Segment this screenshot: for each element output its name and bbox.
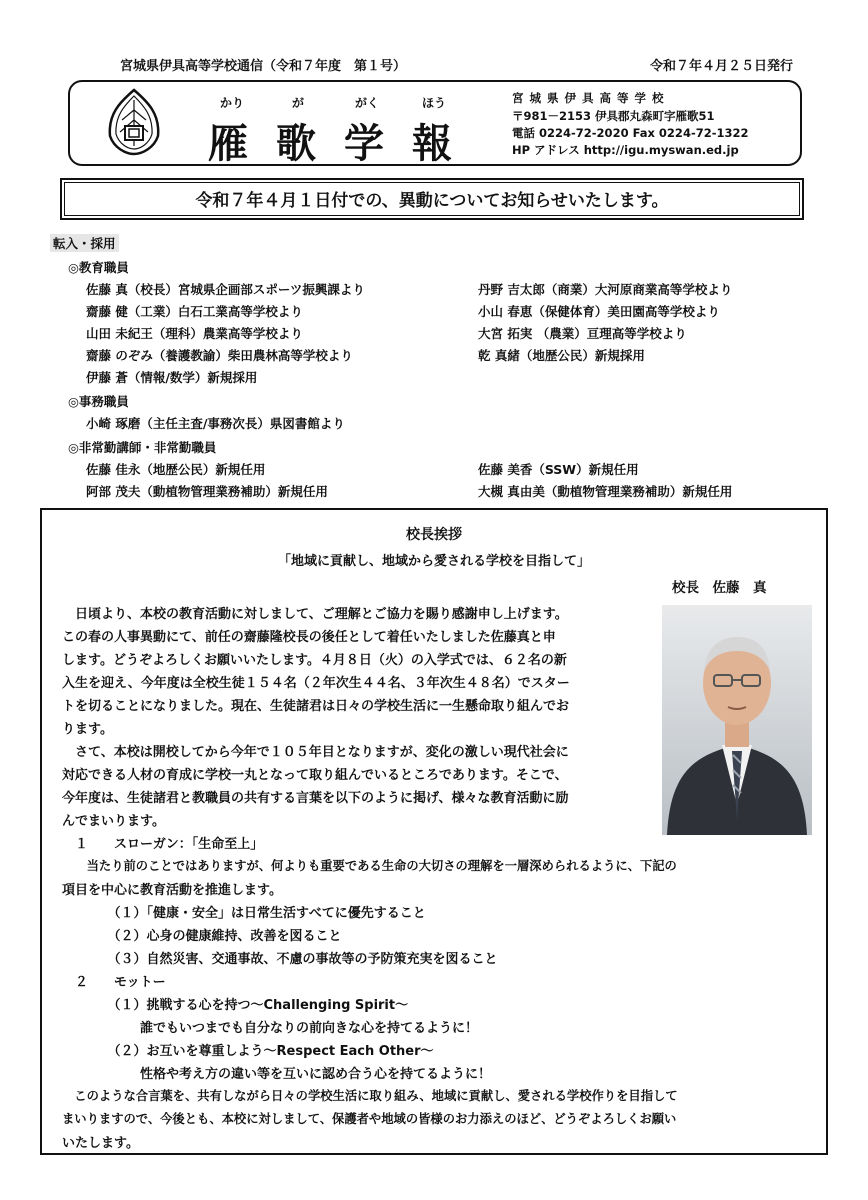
title-char-2: 歌 bbox=[276, 120, 316, 167]
school-phone: 電話 0224-72-2020 Fax 0224-72-1322 bbox=[512, 126, 749, 140]
message-line: 今年度は、生徒諸君と教職員の共有する言葉を以下のように掲げ、様々な教育活動に励 bbox=[62, 791, 569, 806]
principal-photo bbox=[662, 605, 812, 835]
message-line: 対応できる人材の育成に学校一丸となって取り組んでいるところであります。そこで、 bbox=[62, 768, 568, 783]
message-line: ります。 bbox=[62, 722, 113, 737]
staff-entry: 乾 真緒（地歴公民）新規採用 bbox=[478, 348, 645, 363]
school-address: 〒981－2153 伊具郡丸森町字雁歌51 bbox=[512, 109, 715, 123]
title-char-1: 雁 bbox=[208, 120, 248, 167]
slogan-item: （２）心身の健康維持、改善を図ること bbox=[62, 929, 342, 944]
staff-entry: 小崎 琢磨（主任主査/事務次長）県図書館より bbox=[86, 416, 345, 431]
message-line: 項目を中心に教育活動を推進します。 bbox=[62, 883, 282, 898]
school-name: 宮 城 県 伊 具 高 等 学 校 bbox=[512, 91, 665, 105]
message-line: いたします。 bbox=[62, 1136, 139, 1151]
message-line: 日頃より、本校の教育活動に対しまして、ご理解とご協力を賜り感謝申し上げます。 bbox=[62, 607, 568, 622]
message-line: この春の人事異動にて、前任の齋藤隆校長の後任として着任いたしました佐藤真と申 bbox=[62, 630, 556, 645]
staff-entry: 佐藤 佳永（地歴公民）新規任用 bbox=[86, 462, 266, 477]
message-line: このような合言葉を、共有しながら日々の学校生活に取り組み、地域に貢献し、愛される学校作りを目指して bbox=[62, 1089, 678, 1103]
message-heading: 校長挨拶 bbox=[406, 527, 462, 543]
staff-entry: 齋藤 健（工業）白石工業高等学校より bbox=[86, 304, 303, 319]
message-line: トを切ることになりました。現在、生徒諸君は日々の学校生活に一生懸命取り組んでお bbox=[62, 699, 570, 714]
motto-item: （１）挑戦する心を持つ～Challenging Spirit～ bbox=[62, 998, 409, 1013]
principal-signature: 校長 佐藤 真 bbox=[672, 580, 767, 596]
staff-entry: 佐藤 美香（SSW）新規任用 bbox=[478, 462, 639, 477]
staff-entry: 小山 春恵（保健体育）美田園高等学校より bbox=[478, 304, 720, 319]
message-line: さて、本校は開校してから今年で１０５年目となりますが、変化の激しい現代社会に bbox=[62, 745, 569, 760]
title-char-4: 報 bbox=[412, 120, 452, 167]
title-char-3: 学 bbox=[344, 120, 384, 167]
school-crest-icon bbox=[100, 88, 168, 156]
staff-entry: 阿部 茂夫（動植物管理業務補助）新規任用 bbox=[86, 484, 328, 499]
staff-entry: 山田 未紀王（理科）農業高等学校より bbox=[86, 326, 303, 341]
notice-headline: 令和７年４月１日付での、異動についてお知らせいたします。 bbox=[195, 191, 669, 211]
slogan-heading: １ スローガン：「生命至上」 bbox=[62, 837, 264, 852]
title-ruby-1: かり bbox=[220, 96, 245, 110]
message-line: 当たり前のことではありますが、何よりも重要である生命の大切さの理解を一層深められるように、下記の bbox=[62, 859, 677, 873]
staff-entry: 大宮 拓実 （農業）亘理高等学校より bbox=[478, 326, 687, 341]
message-line: します。どうぞよろしくお願いいたします。４月８日（火）の入学式では、６２名の新 bbox=[62, 653, 567, 668]
motto-description: 性格や考え方の違い等を互いに認め合う心を持てるように！ bbox=[62, 1067, 492, 1082]
message-line: んでまいります。 bbox=[62, 814, 165, 829]
staff-entry: 佐藤 真（校長）宮城県企画部スポーツ振興課より bbox=[86, 282, 365, 297]
publication-name: 宮城県伊具高等学校通信（令和７年度 第１号） bbox=[120, 59, 407, 74]
staff-entry: 大槻 真由美（動植物管理業務補助）新規任用 bbox=[478, 484, 733, 499]
group-heading-office: ◎事務職員 bbox=[68, 394, 129, 409]
message-subtitle: 「地域に貢献し、地域から愛される学校を目指して」 bbox=[277, 554, 590, 569]
message-line: 入生を迎え、今年度は全校生徒１５４名（２年次生４４名、３年次生４８名）でスター bbox=[62, 676, 570, 691]
section-label: 転入・採用 bbox=[50, 234, 119, 252]
slogan-item: （３）自然災害、交通事故、不慮の事故等の予防策充実を図ること bbox=[62, 952, 498, 967]
staff-entry: 伊藤 蒼（情報/数学）新規採用 bbox=[86, 370, 258, 385]
issue-date: 令和７年４月２５日発行 bbox=[650, 59, 794, 74]
school-website[interactable]: HP アドレス http://igu.myswan.ed.jp bbox=[512, 143, 739, 157]
message-line: まいりますので、今後とも、本校に対しまして、保護者や地域の皆様のお力添えのほど、どうぞよろしくお願い bbox=[62, 1112, 677, 1126]
motto-item: （２）お互いを尊重しよう～Respect Each Other～ bbox=[62, 1044, 434, 1059]
title-ruby-4: ほう bbox=[422, 96, 447, 110]
title-ruby-2: が bbox=[292, 96, 305, 110]
motto-description: 誰でもいつまでも自分なりの前向きな心を持てるように！ bbox=[62, 1021, 479, 1036]
motto-heading: ２ モットー bbox=[62, 975, 166, 990]
title-ruby-3: がく bbox=[355, 96, 380, 110]
staff-entry: 丹野 吉太郎（商業）大河原商業高等学校より bbox=[478, 282, 733, 297]
group-heading-part-time: ◎非常勤講師・非常勤職員 bbox=[68, 440, 217, 455]
group-heading-teaching: ◎教育職員 bbox=[68, 260, 129, 275]
staff-entry: 齋藤 のぞみ（養護教諭）柴田農林高等学校より bbox=[86, 348, 353, 363]
slogan-item: （１）「健康・安全」は日常生活すべてに優先すること bbox=[62, 906, 426, 921]
